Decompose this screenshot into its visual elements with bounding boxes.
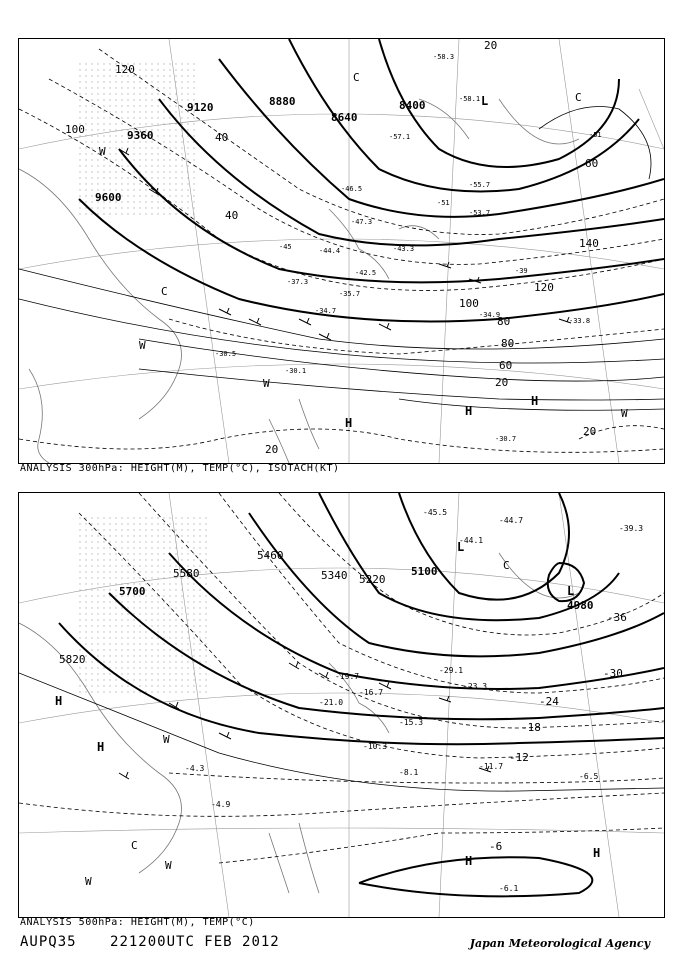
low-center-label: L xyxy=(567,584,575,598)
isotach-label: 80 xyxy=(497,315,511,328)
isotach-label: 60 xyxy=(585,157,599,170)
analysis-datetime: 221200UTC FEB 2012 xyxy=(110,934,280,950)
temp-label: -43.3 xyxy=(393,245,415,253)
temp-label: -24 xyxy=(539,695,559,708)
temp-label: -53.7 xyxy=(469,209,491,217)
height-label: 5100 xyxy=(411,565,438,578)
height-label: 4980 xyxy=(567,599,594,612)
moisture-dots-500 xyxy=(79,513,209,693)
isotach-label: 100 xyxy=(65,123,85,136)
cold-center-label: C xyxy=(353,71,360,84)
temp-label: -33.8 xyxy=(569,317,591,325)
temp-label: -44.7 xyxy=(499,516,524,525)
agency-name: Japan Meteorological Agency xyxy=(469,937,650,950)
temp-label: -6.5 xyxy=(579,772,599,781)
warm-center-label: W xyxy=(165,859,172,872)
temp-label: -58.1 xyxy=(459,95,481,103)
map-500hpa-svg xyxy=(19,493,664,917)
temp-label: -30.7 xyxy=(495,435,517,443)
isotach-label: 60 xyxy=(499,359,513,372)
isotach-label: 20 xyxy=(495,376,509,389)
height-label: 8640 xyxy=(331,111,358,124)
temp-label: -39.3 xyxy=(619,524,644,533)
high-center-label: H xyxy=(593,846,601,860)
temp-label: -37.3 xyxy=(287,278,309,286)
isotach-label: 100 xyxy=(459,297,479,310)
temp-label: -46.5 xyxy=(341,185,363,193)
high-center-label: H xyxy=(97,740,105,754)
high-center-label: H xyxy=(531,394,539,408)
temp-label: -36 xyxy=(607,611,627,624)
temp-label: -23.3 xyxy=(463,682,488,691)
temp-label: -47.3 xyxy=(351,218,373,226)
temp-label: -30.1 xyxy=(285,367,307,375)
product-code: AUPQ35 xyxy=(20,934,77,950)
warm-center-label: W xyxy=(163,733,170,746)
temp-label: -44.4 xyxy=(319,247,341,255)
isotach-label: 20 xyxy=(583,425,597,438)
caption-500hpa: ANALYSIS 500hPa: HEIGHT(M), TEMP(°C) xyxy=(20,917,255,928)
high-center-label: H xyxy=(465,404,473,418)
temp-label: -30.5 xyxy=(215,350,237,358)
cold-center-label: C xyxy=(503,559,510,572)
temp-label: -4.3 xyxy=(185,764,205,773)
height-label: 8400 xyxy=(399,99,426,112)
low-center-label: L xyxy=(481,94,489,108)
temp-label: -8.1 xyxy=(399,768,419,777)
temp-label: -12 xyxy=(509,751,529,764)
temp-label: -6.1 xyxy=(499,884,519,893)
isotach-label: 120 xyxy=(115,63,135,76)
height-label: 9360 xyxy=(127,129,154,142)
isotach-label: 20 xyxy=(265,443,279,456)
warm-center-label: W xyxy=(263,377,270,390)
temp-label: -10.3 xyxy=(363,742,388,751)
temp-label: -16.7 xyxy=(359,688,384,697)
temp-label: -34.9 xyxy=(479,311,501,319)
isotach-label: 80 xyxy=(501,337,515,350)
isotach-label: 40 xyxy=(215,131,229,144)
temp-label: -45 xyxy=(279,243,292,251)
map-panel-500hpa xyxy=(18,492,665,918)
warm-center-label: W xyxy=(621,407,628,420)
temp-label: -15.3 xyxy=(399,718,424,727)
temp-label: -35.7 xyxy=(339,290,361,298)
high-center-label: H xyxy=(345,416,353,430)
map-panel-300hpa xyxy=(18,38,665,464)
temp-label: -11.7 xyxy=(479,762,504,771)
isotach-label: 20 xyxy=(484,39,498,52)
low-center-label: L xyxy=(457,540,465,554)
chart-identifier xyxy=(20,934,304,950)
high-center-label: H xyxy=(55,694,63,708)
height-label: 9600 xyxy=(95,191,122,204)
isotach-label: 40 xyxy=(225,209,239,222)
temp-label: -6 xyxy=(489,840,503,853)
temp-label: -51 xyxy=(437,199,450,207)
temp-label: -34.7 xyxy=(315,307,337,315)
temp-label: -29.1 xyxy=(439,666,464,675)
warm-center-label: W xyxy=(85,875,92,888)
temp-label: -19.7 xyxy=(335,672,360,681)
temp-label: -4.9 xyxy=(211,800,231,809)
height-label: 5460 xyxy=(257,549,284,562)
temp-label: -44.1 xyxy=(459,536,484,545)
cold-center-label: C xyxy=(575,91,582,104)
temp-label: -51 xyxy=(589,131,602,139)
temp-label: -55.7 xyxy=(469,181,491,189)
height-label: 5820 xyxy=(59,653,86,666)
cold-center-label: C xyxy=(131,839,138,852)
temp-label: -58.3 xyxy=(433,53,455,61)
temp-label: -39 xyxy=(515,267,528,275)
high-center-label: H xyxy=(465,854,473,868)
isotach-label: 120 xyxy=(534,281,554,294)
height-label: 5580 xyxy=(173,567,200,580)
height-label: 5340 xyxy=(321,569,348,582)
caption-300hpa: ANALYSIS 300hPa: HEIGHT(M), TEMP(°C), ISOTACH(KT) xyxy=(20,463,340,474)
isotach-label: 140 xyxy=(579,237,599,250)
warm-center-label: W xyxy=(139,339,146,352)
temp-label: -45.5 xyxy=(423,508,448,517)
height-label: 8880 xyxy=(269,95,296,108)
cold-center-label: C xyxy=(161,285,168,298)
height-label: 9120 xyxy=(187,101,214,114)
temp-label: -18 xyxy=(521,721,541,734)
height-label: 5700 xyxy=(119,585,146,598)
height-label: 5220 xyxy=(359,573,386,586)
temp-label: -30 xyxy=(603,667,623,680)
temp-label: -21.0 xyxy=(319,698,344,707)
warm-center-label: W xyxy=(99,145,106,158)
map-300hpa-svg xyxy=(19,39,664,463)
temp-label: -57.1 xyxy=(389,133,411,141)
temp-label: -42.5 xyxy=(355,269,377,277)
